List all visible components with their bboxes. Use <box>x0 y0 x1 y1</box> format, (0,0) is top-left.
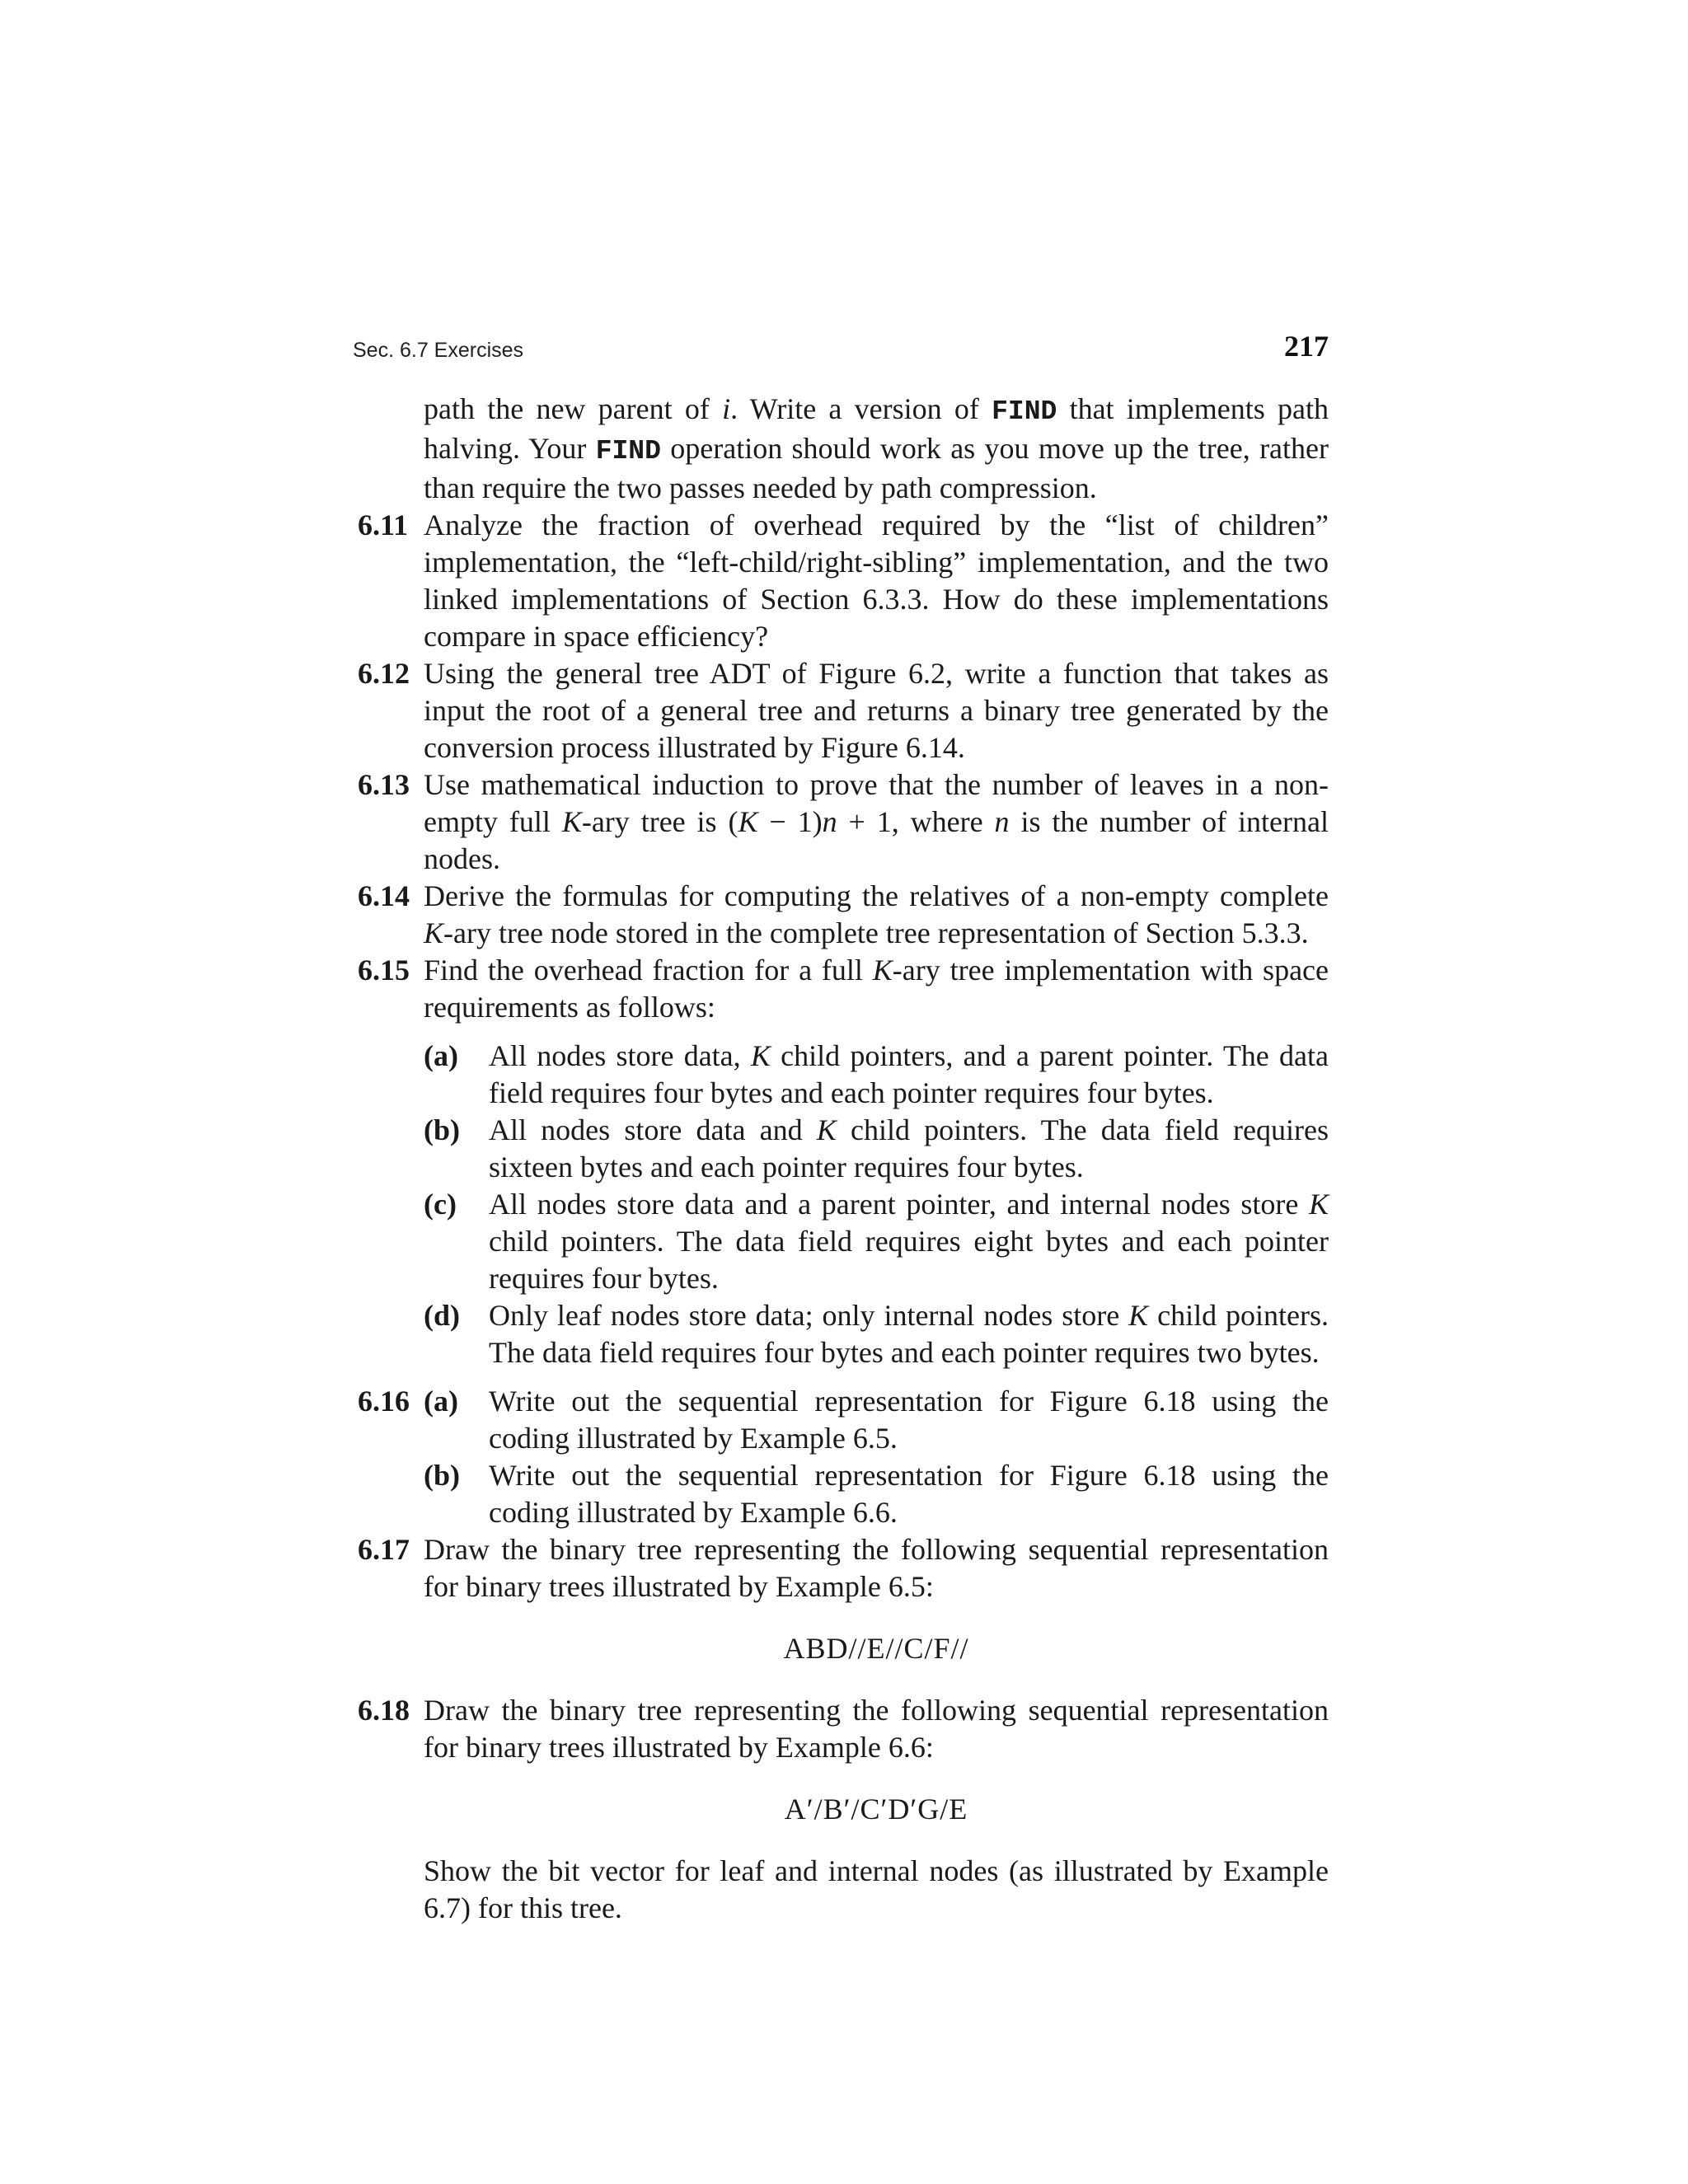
exercise-number: 6.16 <box>358 1385 410 1418</box>
part-text: Write out the sequential representation for Figure 6.18 using the coding illustrated by Example 6.5. <box>489 1385 1329 1455</box>
text-run: child pointers. The data field requires eight bytes and each pointer requires four bytes. <box>489 1225 1329 1295</box>
part-text: Write out the sequential representation for Figure 6.18 using the coding illustrated by Example 6.6. <box>489 1459 1329 1529</box>
part-label: (a) <box>424 1385 458 1418</box>
part-b <box>353 1457 1329 1531</box>
text-run: that implements path halving. Your <box>424 392 1329 465</box>
text-run: child pointers. The data field requires four bytes and each pointer requires two bytes. <box>489 1299 1329 1369</box>
exercise-6-18 <box>353 1692 1329 1766</box>
part-label: (b) <box>424 1459 460 1492</box>
math-variable: K <box>816 1113 837 1146</box>
part-a <box>353 1038 1329 1112</box>
exercise-6-15-parts <box>353 1038 1329 1371</box>
exercise-text: Draw the binary tree representing the following sequential representation for binary trees illustrated by Example 6.5: <box>424 1533 1329 1603</box>
text-run: All nodes store data and a parent pointer, and internal nodes store <box>489 1188 1309 1221</box>
text-run: Find the overhead fraction for a full <box>424 954 873 987</box>
sequential-representation-display: A′/B′/C′D′G/E <box>784 1793 968 1825</box>
part-c <box>353 1186 1329 1297</box>
math-variable: K <box>872 954 893 987</box>
text-run: Use mathematical induction to prove that the number of leaves in a non-empty full <box>424 768 1329 838</box>
page-number: 217 <box>1284 330 1329 363</box>
code-find: FIND <box>595 436 661 466</box>
text-run: + 1, where <box>837 805 995 838</box>
text-run: All nodes store data, <box>489 1039 751 1072</box>
exercise-number: 6.11 <box>358 509 409 541</box>
exercise-text: Using the general tree ADT of Figure 6.2, write a function that takes as input the root of a general tree and returns a binary tree generated by the conversion process illustrated by Figure 6.14. <box>424 657 1329 764</box>
part-d <box>353 1297 1329 1371</box>
math-variable: i <box>722 392 731 425</box>
text-run: -ary tree implementation with space requirements as follows: <box>424 954 1329 1024</box>
math-variable: n <box>994 805 1010 838</box>
section-heading: Sec. 6.7 Exercises <box>353 339 524 362</box>
exercise-6-17 <box>353 1531 1329 1605</box>
text-run: operation should work as you move up the tree, rather than require the two passes needed by path compression. <box>424 432 1329 504</box>
text-run: Derive the formulas for computing the relatives of a non-empty complete <box>424 879 1329 912</box>
part-a <box>353 1383 1329 1457</box>
exercise-text: Show the bit vector for leaf and internal nodes (as illustrated by Example 6.7) for this tree. <box>424 1854 1329 1924</box>
text-run: child pointers. The data field requires sixteen bytes and each pointer requires four bytes. <box>489 1113 1329 1183</box>
math-variable: K <box>561 805 582 838</box>
math-variable: K <box>424 916 444 949</box>
exercise-6-11 <box>353 507 1329 655</box>
exercise-number: 6.12 <box>358 657 410 690</box>
text-run: child pointers, and a parent pointer. The data field requires four bytes and each pointer requires four bytes. <box>489 1039 1329 1109</box>
exercise-number: 6.15 <box>358 954 410 987</box>
exercise-text: Draw the binary tree representing the following sequential representation for binary trees illustrated by Example 6.6: <box>424 1694 1329 1764</box>
part-label: (a) <box>424 1039 458 1072</box>
part-label: (b) <box>424 1113 460 1146</box>
math-variable: K <box>738 805 758 838</box>
exercise-list <box>353 391 1329 1927</box>
text-run: path the new parent of <box>424 392 723 425</box>
part-label: (c) <box>424 1188 457 1221</box>
math-variable: K <box>1128 1299 1149 1332</box>
text-run: is the number of internal nodes. <box>424 805 1329 875</box>
exercise-6-15 <box>353 952 1329 1026</box>
exercise-6-13 <box>353 766 1329 878</box>
running-header <box>353 313 1329 363</box>
sequential-representation-display: ABD//E//C/F// <box>783 1632 969 1665</box>
exercise-6-14 <box>353 878 1329 952</box>
text-run: − 1) <box>757 805 823 838</box>
exercise-number: 6.17 <box>358 1533 410 1566</box>
exercise-text: Analyze the fraction of overhead required by the “list of children” implementation, the “left-child/right-sibling” implementation, and the two linked implementations of Section 6.3.3. How do these implementations compare in space efficiency? <box>424 509 1329 653</box>
code-find: FIND <box>992 396 1057 427</box>
math-variable: K <box>1308 1188 1329 1221</box>
text-run: -ary tree node stored in the complete tree representation of Section 5.3.3. <box>443 916 1309 949</box>
exercise-6-18-followup <box>353 1853 1329 1927</box>
math-variable: K <box>750 1039 771 1072</box>
math-variable: n <box>822 805 837 838</box>
exercise-number: 6.14 <box>358 879 410 912</box>
exercise-number: 6.18 <box>358 1694 410 1727</box>
exercise-6-16 <box>353 1383 1329 1531</box>
exercise-6-10-continuation <box>353 391 1329 507</box>
text-run: . Write a version of <box>730 392 992 425</box>
text-run: -ary tree is ( <box>581 805 738 838</box>
exercise-number: 6.13 <box>358 768 410 801</box>
text-run: All nodes store data and <box>489 1113 817 1146</box>
part-label: (d) <box>424 1299 460 1332</box>
exercise-6-12 <box>353 655 1329 766</box>
text-run: Only leaf nodes store data; only internal nodes store <box>489 1299 1129 1332</box>
part-b <box>353 1112 1329 1186</box>
